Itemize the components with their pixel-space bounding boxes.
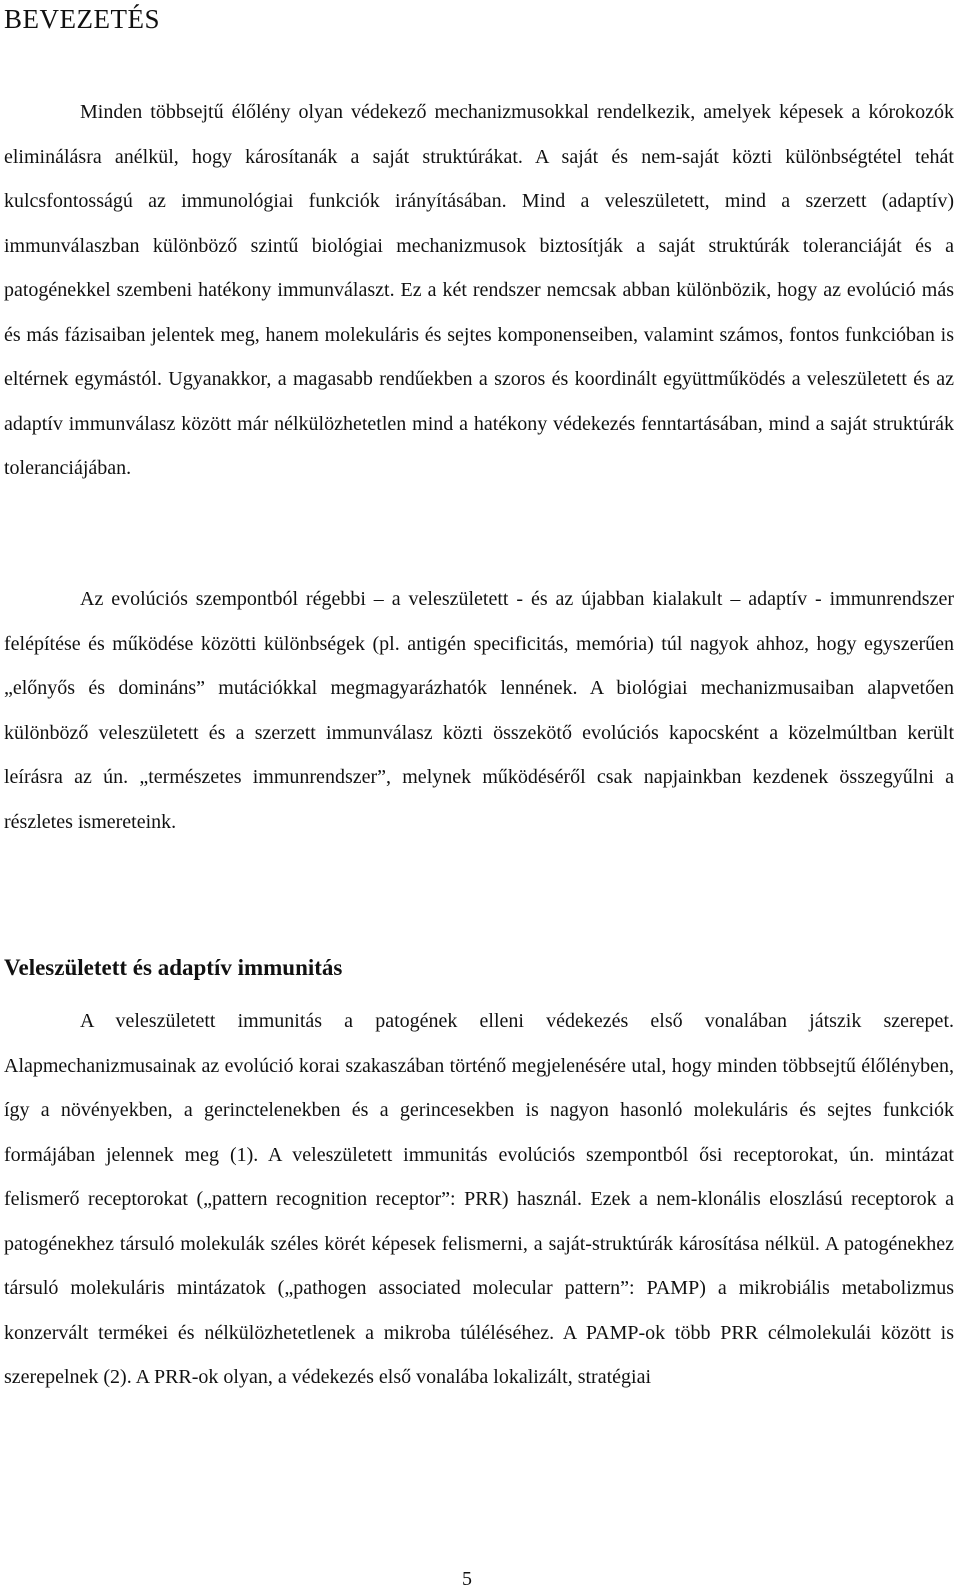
intro-paragraph-1: Minden többsejtű élőlény olyan védekező mechanizmusokkal rendelkezik, amelyek képesek a kórokozók eliminálásra anélkül, hogy károsítanák a saját struktúrákat. A saját és nem-saját közti különbségtétel tehát kulcsfontosságú az immunológiai funkciók irányításában. Mind a veleszületett, mind a szerzett (adaptív) immunválaszban különböző szintű biológiai mechanizmusok biztosítják a saját struktúrák toleranciáját és a patogénekkel szembeni hatékony immunválaszt. Ez a két rendszer nemcsak abban különbözik, hogy az evolúció más és más fázisaiban jelentek meg, hanem molekuláris és sejtes komponenseiben, valamint számos, fontos funkcióban is eltérnek egymástól. Ugyanakkor, a magasabb rendűekben a szoros és koordinált együttműködés a veleszületett és az adaptív immunválasz között már nélkülözhetetlen mind a hatékony védekezés fenntartásában, mind a saját struktúrák toleranciájában. — [4, 101, 954, 479]
page-number: 5 — [462, 1568, 472, 1590]
chapter-heading: BEVEZETÉS — [4, 4, 160, 34]
section-heading: Veleszületett és adaptív immunitás — [4, 955, 343, 980]
intro-paragraph-2: Az evolúciós szempontból régebbi – a veleszületett - és az újabban kialakult – adaptív - immunrendszer felépítése és működése közötti különbségek (pl. antigén specificitás, memória) túl nagyok ahhoz, hogy egyszerűen „előnyős és domináns” mutációkkal megmagyarázhatók lennének. A biológiai mechanizmusaiban alapvetően különböző veleszületett és a szerzett immunválasz közti összekötő evolúciós kapocsként a közelmúltban került leírásra az ún. „természetes immunrendszer”, melynek működéséről csak napjainkban kezdenek összegyűlni a részletes ismereteink. — [4, 588, 954, 833]
section-paragraph: A veleszületett immunitás a patogének elleni védekezés első vonalában játszik szerepet. Alapmechanizmusainak az evolúció korai szakaszában történő megjelenésére utal, hogy minden többsejtű élőlényben, így a növényekben, a gerinctelenekben és a gerincesekben is nagyon hasonló molekuláris és sejtes funkciók formájában jelennek meg (1). A veleszületett immunitás evolúciós szempontból ősi receptorokat, ún. mintázat felismerő receptorokat („pattern recognition receptor”: PRR) használ. Ezek a nem-klonális eloszlású receptorok a patogénekhez társuló molekulák széles körét képesek felismerni, a saját-struktúrák károsítása nélkül. A patogénekhez társuló molekuláris mintázatok („pathogen associated molecular pattern”: PAMP) a mikrobiális metabolizmus konzervált termékei és nélkülözhetetlenek a mikroba túléléséhez. A PAMP-ok több PRR célmolekulái között is szerepelnek (2). A PRR-ok olyan, a védekezés első vonalába lokalizált, stratégiai — [4, 1010, 954, 1388]
